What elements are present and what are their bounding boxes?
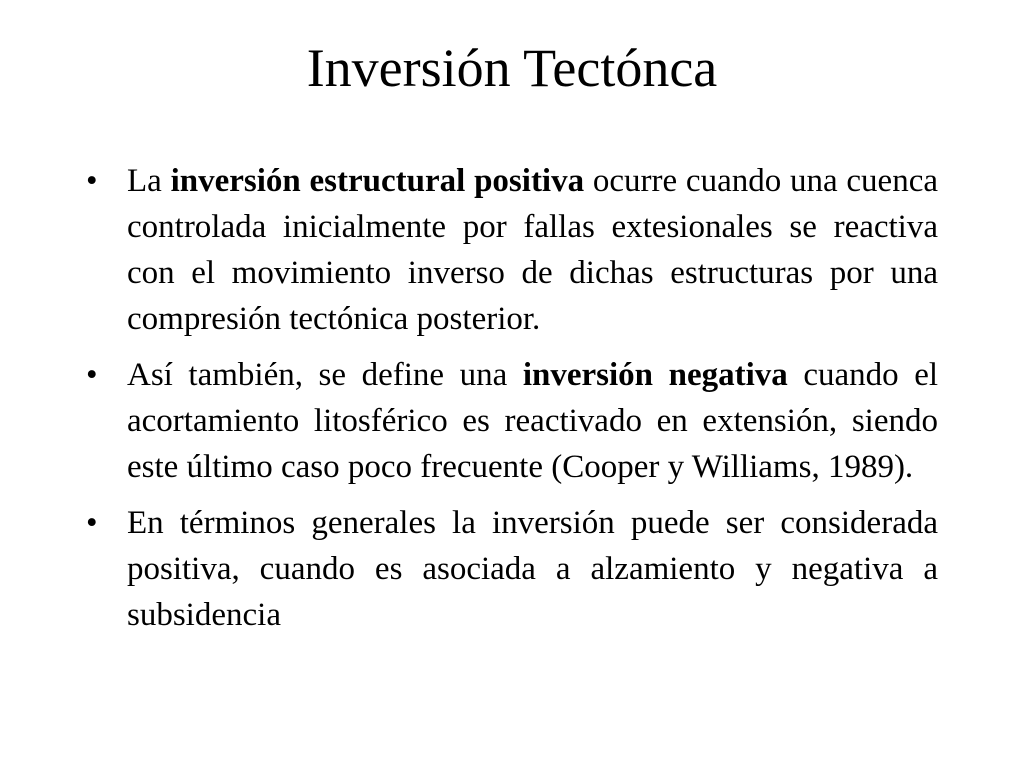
bullet-text-post: ocurre cuando una cuenca controlada inicialmente por fallas extesionales se reactiva con el movimiento inverso de dichas estructuras por una compresión tectónica posterior. <box>127 163 938 337</box>
bullet-text-pre: La <box>127 163 171 199</box>
bullet-text-bold: inversión estructural positiva <box>170 163 585 199</box>
slide-title: Inversión Tectónca <box>306 38 718 98</box>
bullet-icon: • <box>86 163 98 199</box>
bullet-text-post: cuando el acortamiento litosférico es reactivado en extensión, siendo este último caso poco frecuente (Cooper y Williams, 1989). <box>127 357 939 485</box>
bullet-text-pre: En términos generales la inversión puede ser considerada positiva, cuando es asociada a alzamiento y negativa a subsidencia <box>127 505 938 633</box>
bullet-item-general-terms <box>80 500 938 638</box>
bullet-icon: • <box>86 505 98 541</box>
bullet-icon: • <box>86 357 98 393</box>
bullet-text-bold: inversión negativa <box>522 357 788 393</box>
bullet-item-positive-inversion <box>80 158 938 342</box>
bullet-text-pre: Así también, se define una <box>127 357 523 393</box>
bullet-item-negative-inversion <box>80 352 938 490</box>
bullet-list <box>80 158 938 648</box>
